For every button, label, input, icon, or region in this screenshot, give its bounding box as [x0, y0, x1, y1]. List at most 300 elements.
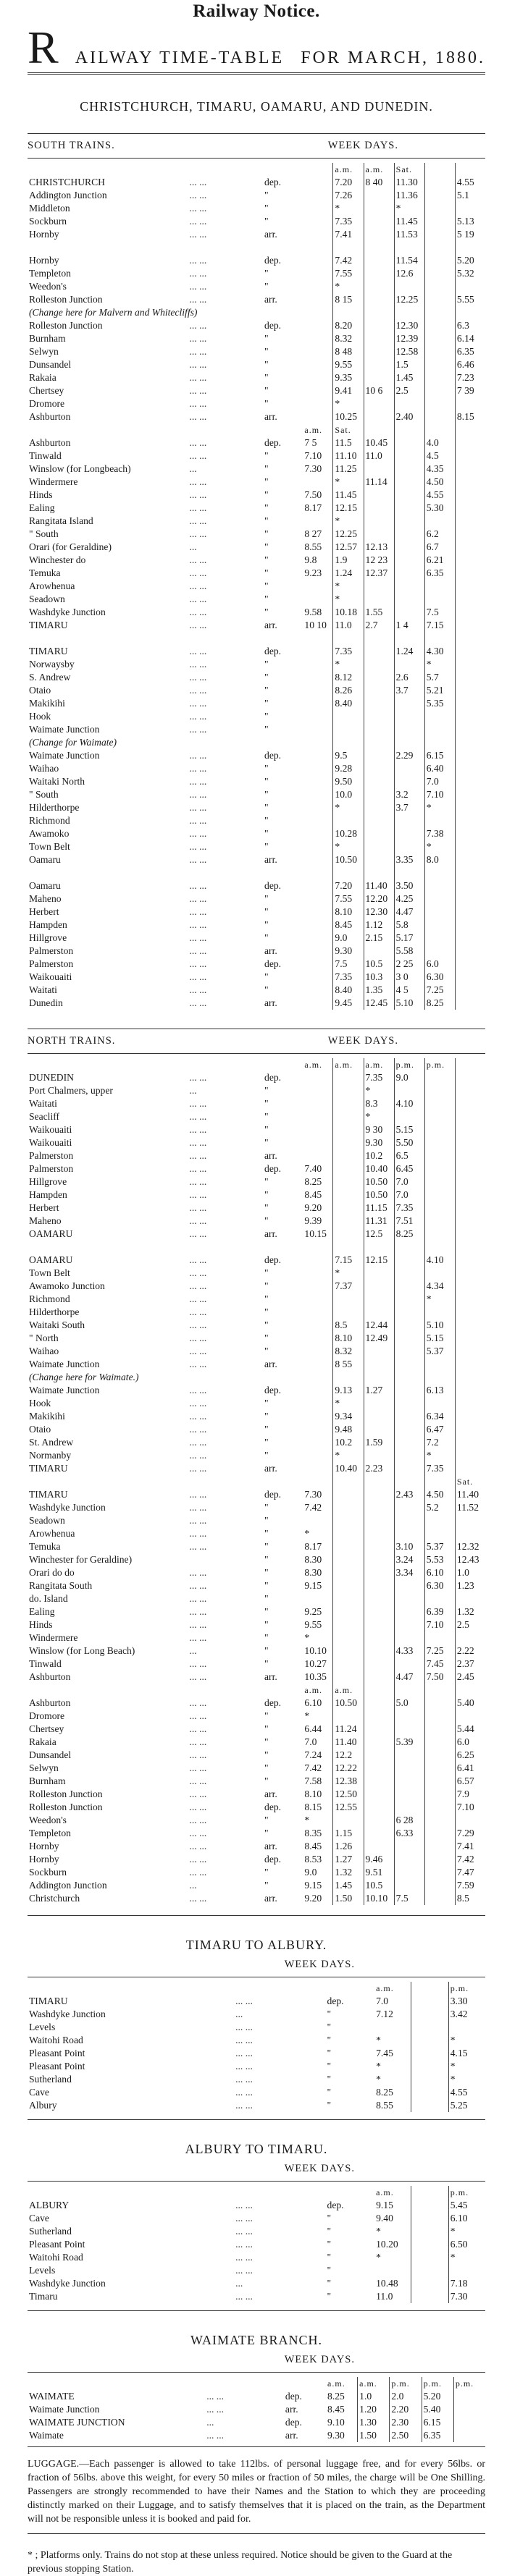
- station-name: (Change for Waimate): [29, 737, 117, 748]
- time-cell: 12.39: [394, 332, 424, 345]
- time-cell: 2.43: [394, 1488, 424, 1501]
- arr-dep-marker: ": [327, 2087, 332, 2098]
- leader-dots: ... ...: [189, 1723, 207, 1734]
- time-cell: [333, 1188, 364, 1202]
- time-cell: [455, 723, 485, 736]
- station-row: [28, 801, 485, 814]
- note-row: [28, 306, 485, 319]
- station-row: [28, 1488, 485, 1501]
- time-cell: [394, 1397, 424, 1410]
- time-cell: [364, 1397, 394, 1410]
- time-cell: 5.40: [455, 1697, 485, 1710]
- time-cell: [394, 476, 424, 489]
- station-row: [28, 1123, 485, 1136]
- station-name: Burnham: [29, 333, 66, 344]
- time-cell: [424, 1866, 455, 1879]
- arr-dep-marker: ": [264, 385, 269, 396]
- station-row: [28, 1215, 485, 1228]
- station-name: Port Chalmers, upper: [29, 1085, 113, 1096]
- time-cell: 7.55: [333, 892, 364, 905]
- station-name: Dunedin: [29, 997, 63, 1008]
- arr-dep-marker: dep.: [264, 1697, 282, 1708]
- station-name: Ealing: [29, 1606, 55, 1617]
- leader-dots: ... ...: [189, 646, 207, 656]
- time-cell: [303, 905, 333, 919]
- station-name: ALBURY: [29, 2200, 70, 2210]
- time-cell: [303, 371, 333, 384]
- time-cell: [303, 1358, 333, 1371]
- time-cell: [394, 1527, 424, 1540]
- time-cell: [455, 593, 485, 606]
- time-cell: 1.45: [333, 1879, 364, 1892]
- time-cell: [333, 1605, 364, 1618]
- station-row: [28, 1332, 485, 1345]
- station-name: Winslow (for Long Beach): [29, 1645, 135, 1656]
- arr-dep-marker: ": [327, 2239, 332, 2250]
- station-name: Awamoko Junction: [29, 1280, 105, 1291]
- time-cell: [303, 1345, 333, 1358]
- station-name: Dromore: [29, 398, 65, 409]
- time-cell: [303, 1110, 333, 1123]
- time-cell: [455, 905, 485, 919]
- time-cell: [364, 1762, 394, 1775]
- station-row: [28, 241, 485, 254]
- time-cell: [394, 1788, 424, 1801]
- arr-dep-marker: ": [264, 554, 269, 565]
- station-row: [28, 2225, 485, 2238]
- time-cell: [394, 1280, 424, 1293]
- time-cell: 6.35: [422, 2429, 453, 2442]
- arr-dep-marker: arr.: [264, 1228, 277, 1239]
- station-name: Palmerston: [29, 945, 74, 956]
- time-cell: [303, 1462, 333, 1475]
- time-cell: [424, 905, 455, 919]
- time-cell: 1.24: [394, 645, 424, 658]
- station-row: [28, 502, 485, 515]
- time-cell: 1.32: [455, 1605, 485, 1618]
- station-row: [28, 1853, 485, 1866]
- time-cell: [455, 932, 485, 945]
- arr-dep-marker: ": [264, 763, 269, 774]
- station-row: [28, 2251, 485, 2264]
- time-cell: 8 55: [333, 1358, 364, 1371]
- station-name: Otaio: [29, 1424, 51, 1435]
- arr-dep-marker: ": [327, 2022, 332, 2032]
- time-cell: [364, 423, 394, 436]
- time-cell: 4.55: [455, 176, 485, 189]
- time-cell: [411, 2008, 448, 2021]
- arr-dep-marker: dep.: [264, 1489, 282, 1500]
- time-cell: [394, 1866, 424, 1879]
- time-cell: [424, 1188, 455, 1202]
- time-cell: [424, 176, 455, 189]
- station-name: Cave: [29, 2087, 49, 2098]
- leader-dots: ... ...: [235, 2074, 253, 2085]
- time-cell: 4.55: [424, 489, 455, 502]
- time-cell: [364, 1684, 394, 1697]
- arr-dep-marker: ": [264, 1541, 269, 1552]
- time-cell: 7.35: [424, 1462, 455, 1475]
- time-cell: 11.52: [455, 1501, 485, 1514]
- station-name: Makikihi: [29, 698, 65, 709]
- leader-dots: ... ...: [189, 1841, 207, 1851]
- time-cell: a.m.: [364, 1058, 394, 1071]
- time-cell: 9.40: [376, 2213, 393, 2224]
- time-cell: 4.47: [394, 1671, 424, 1684]
- time-cell: [303, 736, 333, 749]
- time-cell: [364, 241, 394, 254]
- time-cell: 2.50: [390, 2429, 422, 2442]
- station-row: [28, 619, 485, 632]
- time-cell: 8.45: [327, 2404, 345, 2415]
- leader-dots: ... ...: [189, 854, 207, 865]
- time-cell: 7.42: [333, 254, 364, 267]
- time-cell: [364, 1423, 394, 1436]
- station-name: Ashburton: [29, 1671, 71, 1682]
- station-row: [28, 2238, 485, 2251]
- time-cell: [455, 1527, 485, 1540]
- station-name: Addington Junction: [29, 190, 107, 200]
- time-cell: 7.37: [333, 1280, 364, 1293]
- time-header-row: [28, 1058, 485, 1071]
- time-cell: *: [424, 801, 455, 814]
- time-cell: 6.0: [424, 958, 455, 971]
- time-cell: 9.0: [333, 932, 364, 945]
- leader-dots: ... ...: [189, 1150, 207, 1161]
- arr-dep-marker: ": [264, 567, 269, 578]
- time-cell: [424, 1592, 455, 1605]
- time-cell: 9 30: [364, 1123, 394, 1136]
- time-cell: [411, 2238, 448, 2251]
- time-cell: [303, 1423, 333, 1436]
- time-cell: 7.47: [455, 1866, 485, 1879]
- leader-dots: ... ...: [189, 1293, 207, 1304]
- time-cell: [303, 332, 333, 345]
- station-row: [28, 580, 485, 593]
- leader-dots: ... ...: [235, 2252, 253, 2263]
- time-cell: [455, 1071, 485, 1084]
- leader-dots: ... ...: [189, 528, 207, 539]
- arr-dep-marker: ": [327, 2278, 332, 2289]
- time-cell: [303, 879, 333, 892]
- arr-dep-marker: ": [264, 476, 269, 487]
- arr-dep-marker: [263, 1475, 303, 1488]
- time-cell: 2.6: [394, 671, 424, 684]
- time-cell: [394, 697, 424, 710]
- time-cell: 3.7: [394, 684, 424, 697]
- south-trains-table: [28, 163, 485, 1010]
- time-cell: [303, 345, 333, 358]
- station-row: [28, 1671, 485, 1684]
- time-cell: 7.5: [394, 1892, 424, 1905]
- leader-dots: ... ...: [189, 1749, 207, 1760]
- time-cell: 8.25: [327, 2391, 345, 2402]
- time-cell: a.m.: [333, 1684, 364, 1697]
- time-cell: [303, 997, 333, 1010]
- time-cell: [411, 2264, 448, 2277]
- station-row: [28, 1644, 485, 1657]
- arr-dep-marker: [263, 241, 303, 254]
- arr-dep-marker: ": [264, 359, 269, 370]
- time-cell: 10.40: [333, 1462, 364, 1475]
- time-cell: 9.5: [333, 749, 364, 762]
- time-cell: [411, 2212, 448, 2225]
- time-cell: 5.55: [455, 293, 485, 306]
- time-cell: [394, 1319, 424, 1332]
- time-cell: [455, 958, 485, 971]
- time-cell: [455, 1423, 485, 1436]
- station-name: Waitaki North: [29, 776, 85, 787]
- leader-dots: ... ...: [189, 1424, 207, 1435]
- time-cell: [303, 684, 333, 697]
- time-cell: [364, 254, 394, 267]
- leader-dots: ... ...: [189, 1398, 207, 1409]
- leader-dots: ... ...: [189, 411, 207, 422]
- station-name: Levels: [29, 2265, 56, 2276]
- time-cell: [424, 384, 455, 397]
- station-name: " South: [29, 528, 59, 539]
- station-row: [28, 1436, 485, 1449]
- time-cell: 1.20: [358, 2403, 390, 2416]
- leader-dots: ... ...: [189, 1606, 207, 1617]
- time-cell: [303, 1397, 333, 1410]
- time-cell: 5.58: [394, 945, 424, 958]
- time-cell: 1.26: [333, 1840, 364, 1853]
- time-cell: 1.0: [358, 2390, 390, 2403]
- time-cell: 7.2: [424, 1436, 455, 1449]
- time-cell: [394, 1853, 424, 1866]
- station-row: [28, 2212, 485, 2225]
- time-cell: 9.20: [304, 1893, 322, 1904]
- arr-dep-marker: ": [264, 1632, 269, 1643]
- time-cell: 6.7: [424, 541, 455, 554]
- leader-dots: ... ...: [189, 1319, 207, 1330]
- station-row: [28, 528, 485, 541]
- station-row: [28, 1540, 485, 1553]
- time-cell: 5.7: [424, 671, 455, 684]
- station-name: Waikouaiti: [29, 971, 72, 982]
- station-name: St. Andrew: [29, 1437, 74, 1448]
- time-cell: [303, 984, 333, 997]
- leader-dots: ... ...: [235, 2291, 253, 2302]
- arr-dep-marker: dep.: [264, 750, 282, 761]
- time-cell: [333, 1501, 364, 1514]
- station-name: Sutherland: [29, 2226, 72, 2237]
- time-cell: a.m.: [333, 1058, 364, 1071]
- time-cell: [333, 710, 364, 723]
- time-cell: 12.6: [394, 267, 424, 280]
- station-name: Palmerston: [29, 958, 74, 969]
- south-label: SOUTH TRAINS.: [28, 140, 115, 151]
- time-cell: p.m.: [424, 1058, 455, 1071]
- leader-dots: ... ...: [189, 958, 207, 969]
- leader-dots: ... ...: [189, 1815, 207, 1825]
- time-cell: [364, 189, 394, 202]
- station-name: Timaru: [29, 2291, 58, 2302]
- arr-dep-marker: dep.: [264, 958, 282, 969]
- time-cell: [394, 1384, 424, 1397]
- station-name: Waitohi Road: [29, 2252, 83, 2263]
- time-cell: 7.0: [376, 1996, 389, 2006]
- time-cell: [303, 1306, 333, 1319]
- time-cell: 7.26: [333, 189, 364, 202]
- time-cell: 10.50: [364, 1188, 394, 1202]
- time-cell: [394, 1436, 424, 1449]
- time-cell: [455, 502, 485, 515]
- time-cell: [364, 1775, 394, 1788]
- station-row: [28, 449, 485, 463]
- time-cell: [424, 892, 455, 905]
- time-cell: 5.15: [394, 1123, 424, 1136]
- station-row: [28, 684, 485, 697]
- station-row: [28, 2390, 485, 2403]
- time-cell: 7.38: [424, 827, 455, 840]
- time-cell: 12.50: [333, 1788, 364, 1801]
- arr-dep-marker: ": [264, 1346, 269, 1356]
- station-row: [28, 1501, 485, 1514]
- time-cell: [411, 2021, 448, 2034]
- station-row: [28, 1618, 485, 1631]
- station-name: Weedon's: [29, 1815, 67, 1825]
- time-cell: *: [333, 515, 364, 528]
- time-cell: 12.2: [333, 1749, 364, 1762]
- time-cell: a.m.: [376, 2187, 394, 2197]
- time-cell: 7.50: [424, 1671, 455, 1684]
- station-name: Hornby: [29, 1854, 59, 1865]
- leader-dots: ... ...: [189, 1736, 207, 1747]
- time-cell: [364, 1358, 394, 1371]
- time-cell: [333, 1149, 364, 1162]
- time-cell: [364, 723, 394, 736]
- time-cell: [394, 515, 424, 528]
- leader-dots: ... ...: [189, 620, 207, 630]
- time-cell: 7.35: [333, 645, 364, 658]
- time-cell: [333, 1488, 364, 1501]
- time-cell: 7.5: [333, 958, 364, 971]
- time-cell: 11.25: [333, 463, 364, 476]
- leader-dots: ... ...: [189, 919, 207, 930]
- time-cell: 6.15: [422, 2416, 453, 2429]
- station-name: do. Island: [29, 1593, 68, 1604]
- time-cell: [424, 1775, 455, 1788]
- time-cell: 1 4: [394, 619, 424, 632]
- station-name: Arowhenua: [29, 580, 75, 591]
- station-name: Hampden: [29, 1189, 67, 1200]
- leader-dots: ... ...: [189, 190, 207, 200]
- arr-dep-marker: ": [264, 594, 269, 604]
- station-row: [28, 723, 485, 736]
- time-cell: [455, 580, 485, 593]
- time-cell: [424, 1788, 455, 1801]
- station-row: [28, 267, 485, 280]
- time-cell: 12.55: [333, 1801, 364, 1814]
- time-cell: [455, 1136, 485, 1149]
- time-cell: [303, 1149, 333, 1162]
- time-cell: [394, 814, 424, 827]
- arr-dep-marker: ": [264, 919, 269, 930]
- time-cell: [424, 1215, 455, 1228]
- arr-dep-marker: ": [264, 372, 269, 383]
- time-cell: 5.45: [448, 2199, 485, 2212]
- station-row: [28, 1788, 485, 1801]
- time-cell: a.m.: [358, 2377, 390, 2390]
- time-cell: 8.45: [304, 1841, 322, 1851]
- station-name: TIMARU: [29, 620, 68, 630]
- time-cell: [424, 163, 455, 176]
- time-cell: 8.5: [455, 1892, 485, 1905]
- time-cell: [455, 1293, 485, 1306]
- leader-dots: ... ...: [189, 1463, 207, 1474]
- station-row: [28, 1202, 485, 1215]
- time-cell: [364, 593, 394, 606]
- leader-dots: ... ...: [189, 594, 207, 604]
- time-cell: 7.35: [394, 1202, 424, 1215]
- time-cell: Sat.: [394, 163, 424, 176]
- arr-dep-marker: ": [264, 463, 269, 474]
- leader-dots: ... ...: [189, 893, 207, 904]
- station-name: Waihao: [29, 1346, 59, 1356]
- station-row: [28, 710, 485, 723]
- station-row: [28, 489, 485, 502]
- arr-dep-marker: ": [264, 672, 269, 683]
- time-cell: [424, 1084, 455, 1097]
- station-name: " South: [29, 789, 59, 800]
- time-cell: 10.40: [364, 1162, 394, 1175]
- time-cell: [455, 840, 485, 853]
- arr-dep-marker: ": [264, 698, 269, 709]
- time-cell: 2.7: [364, 619, 394, 632]
- leader-dots: ... ...: [189, 607, 207, 617]
- leader-dots: [188, 1684, 264, 1697]
- time-cell: 9.55: [333, 358, 364, 371]
- leader-dots: ... ...: [189, 971, 207, 982]
- station-name: Washdyke Junction: [29, 607, 106, 617]
- time-cell: [394, 1267, 424, 1280]
- time-cell: 10.18: [333, 606, 364, 619]
- station-name: Otaio: [29, 685, 51, 696]
- north-label: NORTH TRAINS.: [28, 1035, 116, 1047]
- arr-dep-marker: ": [264, 659, 269, 670]
- time-cell: *: [376, 2252, 381, 2263]
- time-cell: 12.25: [394, 293, 424, 306]
- station-row: [28, 189, 485, 202]
- station-name: Arowhenua: [29, 1528, 75, 1539]
- arr-dep-marker: arr.: [264, 1789, 277, 1799]
- time-cell: [394, 502, 424, 515]
- arr-dep-marker: ": [264, 1606, 269, 1617]
- time-cell: [364, 528, 394, 541]
- leader-dots: ... ...: [235, 1996, 253, 2006]
- time-cell: [364, 1801, 394, 1814]
- time-cell: 11.40: [364, 879, 394, 892]
- station-row: [28, 645, 485, 658]
- time-cell: [455, 827, 485, 840]
- leader-dots: ... ...: [189, 450, 207, 461]
- time-cell: 2.45: [455, 1671, 485, 1684]
- leader-dots: ... ...: [189, 1072, 207, 1083]
- station-name: Makikihi: [29, 1411, 65, 1422]
- time-cell: [333, 1618, 364, 1631]
- time-cell: 12.58: [394, 345, 424, 358]
- leader-dots: ... ...: [189, 984, 207, 995]
- station-row: [28, 892, 485, 905]
- arr-dep-marker: ": [264, 1267, 269, 1278]
- arr-dep-marker: dep.: [264, 177, 282, 187]
- time-cell: 9.25: [304, 1606, 322, 1617]
- arr-dep-marker: [263, 866, 303, 879]
- time-cell: [333, 1084, 364, 1097]
- arr-dep-marker: dep.: [264, 1854, 282, 1865]
